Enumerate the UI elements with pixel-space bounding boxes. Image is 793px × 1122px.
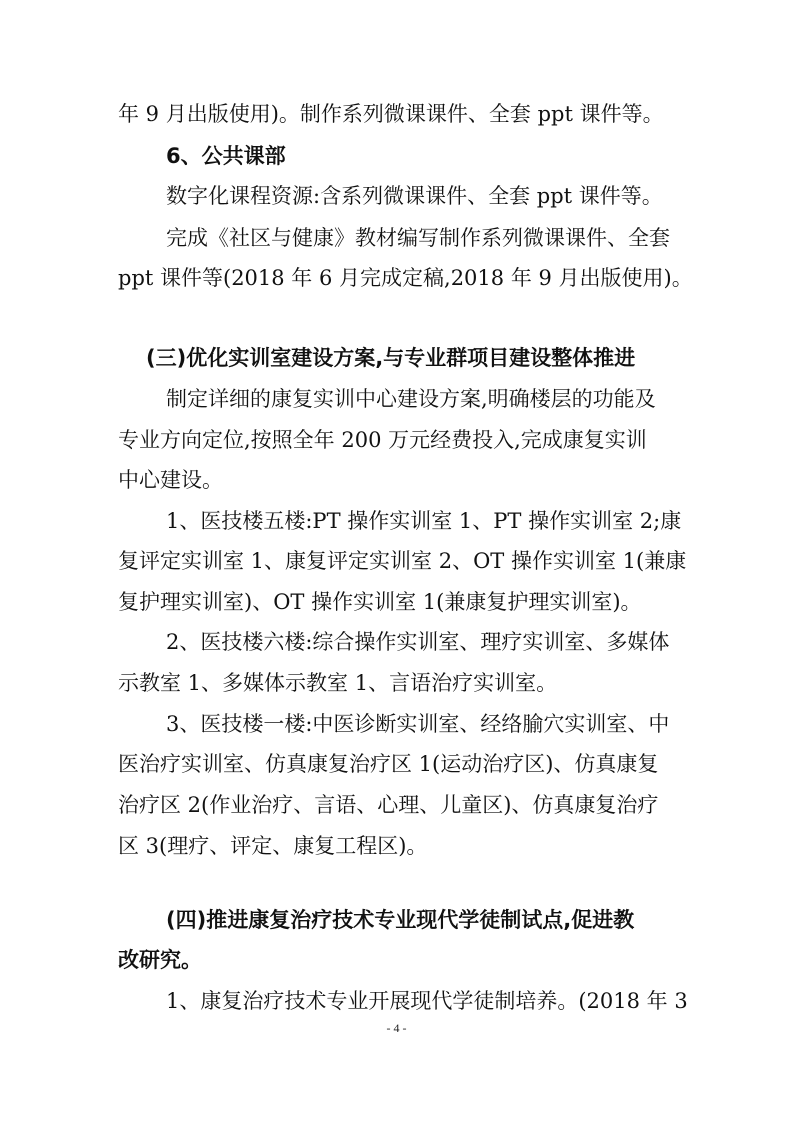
text-line: 1、康复治疗技术专业开展现代学徒制培养。(2018 年 3 bbox=[166, 989, 688, 1013]
text-line: 1、医技楼五楼:PT 操作实训室 1、PT 操作实训室 2;康 bbox=[166, 509, 682, 533]
section-heading: (四)推进康复治疗技术专业现代学徒制试点,促进教 bbox=[166, 908, 635, 932]
text-line: 治疗区 2(作业治疗、言语、心理、儿童区)、仿真康复治疗 bbox=[118, 793, 659, 817]
text-line: 2、医技楼六楼:综合操作实训室、理疗实训室、多媒体 bbox=[166, 630, 670, 654]
text-line: 3、医技楼一楼:中医诊断实训室、经络腧穴实训室、中 bbox=[166, 712, 670, 736]
text-line: 数字化课程资源:含系列微课课件、全套 ppt 课件等。 bbox=[166, 184, 663, 208]
text-line: 示教室 1、多媒体示教室 1、言语治疗实训室。 bbox=[118, 671, 558, 695]
text-line: 复护理实训室)、OT 操作实训室 1(兼康复护理实训室)。 bbox=[118, 590, 642, 614]
section-heading-continued: 改研究。 bbox=[118, 948, 202, 972]
section-heading: (三)优化实训室建设方案,与专业群项目建设整体推进 bbox=[146, 346, 636, 370]
text-line: 复评定实训室 1、康复评定实训室 2、OT 操作实训室 1(兼康 bbox=[118, 549, 687, 573]
text-line: ppt 课件等(2018 年 6 月完成定稿,2018 年 9 月出版使用)。 bbox=[118, 266, 693, 290]
text-line: 年 9 月出版使用)。制作系列微课课件、全套 ppt 课件等。 bbox=[118, 102, 664, 126]
text-line: 医治疗实训室、仿真康复治疗区 1(运动治疗区)、仿真康复 bbox=[118, 752, 659, 776]
page-number: - 4 - bbox=[386, 1021, 407, 1035]
text-line: 区 3(理疗、评定、康复工程区)。 bbox=[118, 834, 428, 858]
text-line: 完成《社区与健康》教材编写制作系列微课课件、全套 bbox=[166, 226, 670, 250]
section-heading: 6、公共课部 bbox=[166, 144, 286, 168]
text-line: 专业方向定位,按照全年 200 万元经费投入,完成康复实训 bbox=[118, 428, 647, 452]
text-line: 制定详细的康复实训中心建设方案,明确楼层的功能及 bbox=[166, 387, 656, 411]
text-line: 中心建设。 bbox=[118, 468, 223, 492]
